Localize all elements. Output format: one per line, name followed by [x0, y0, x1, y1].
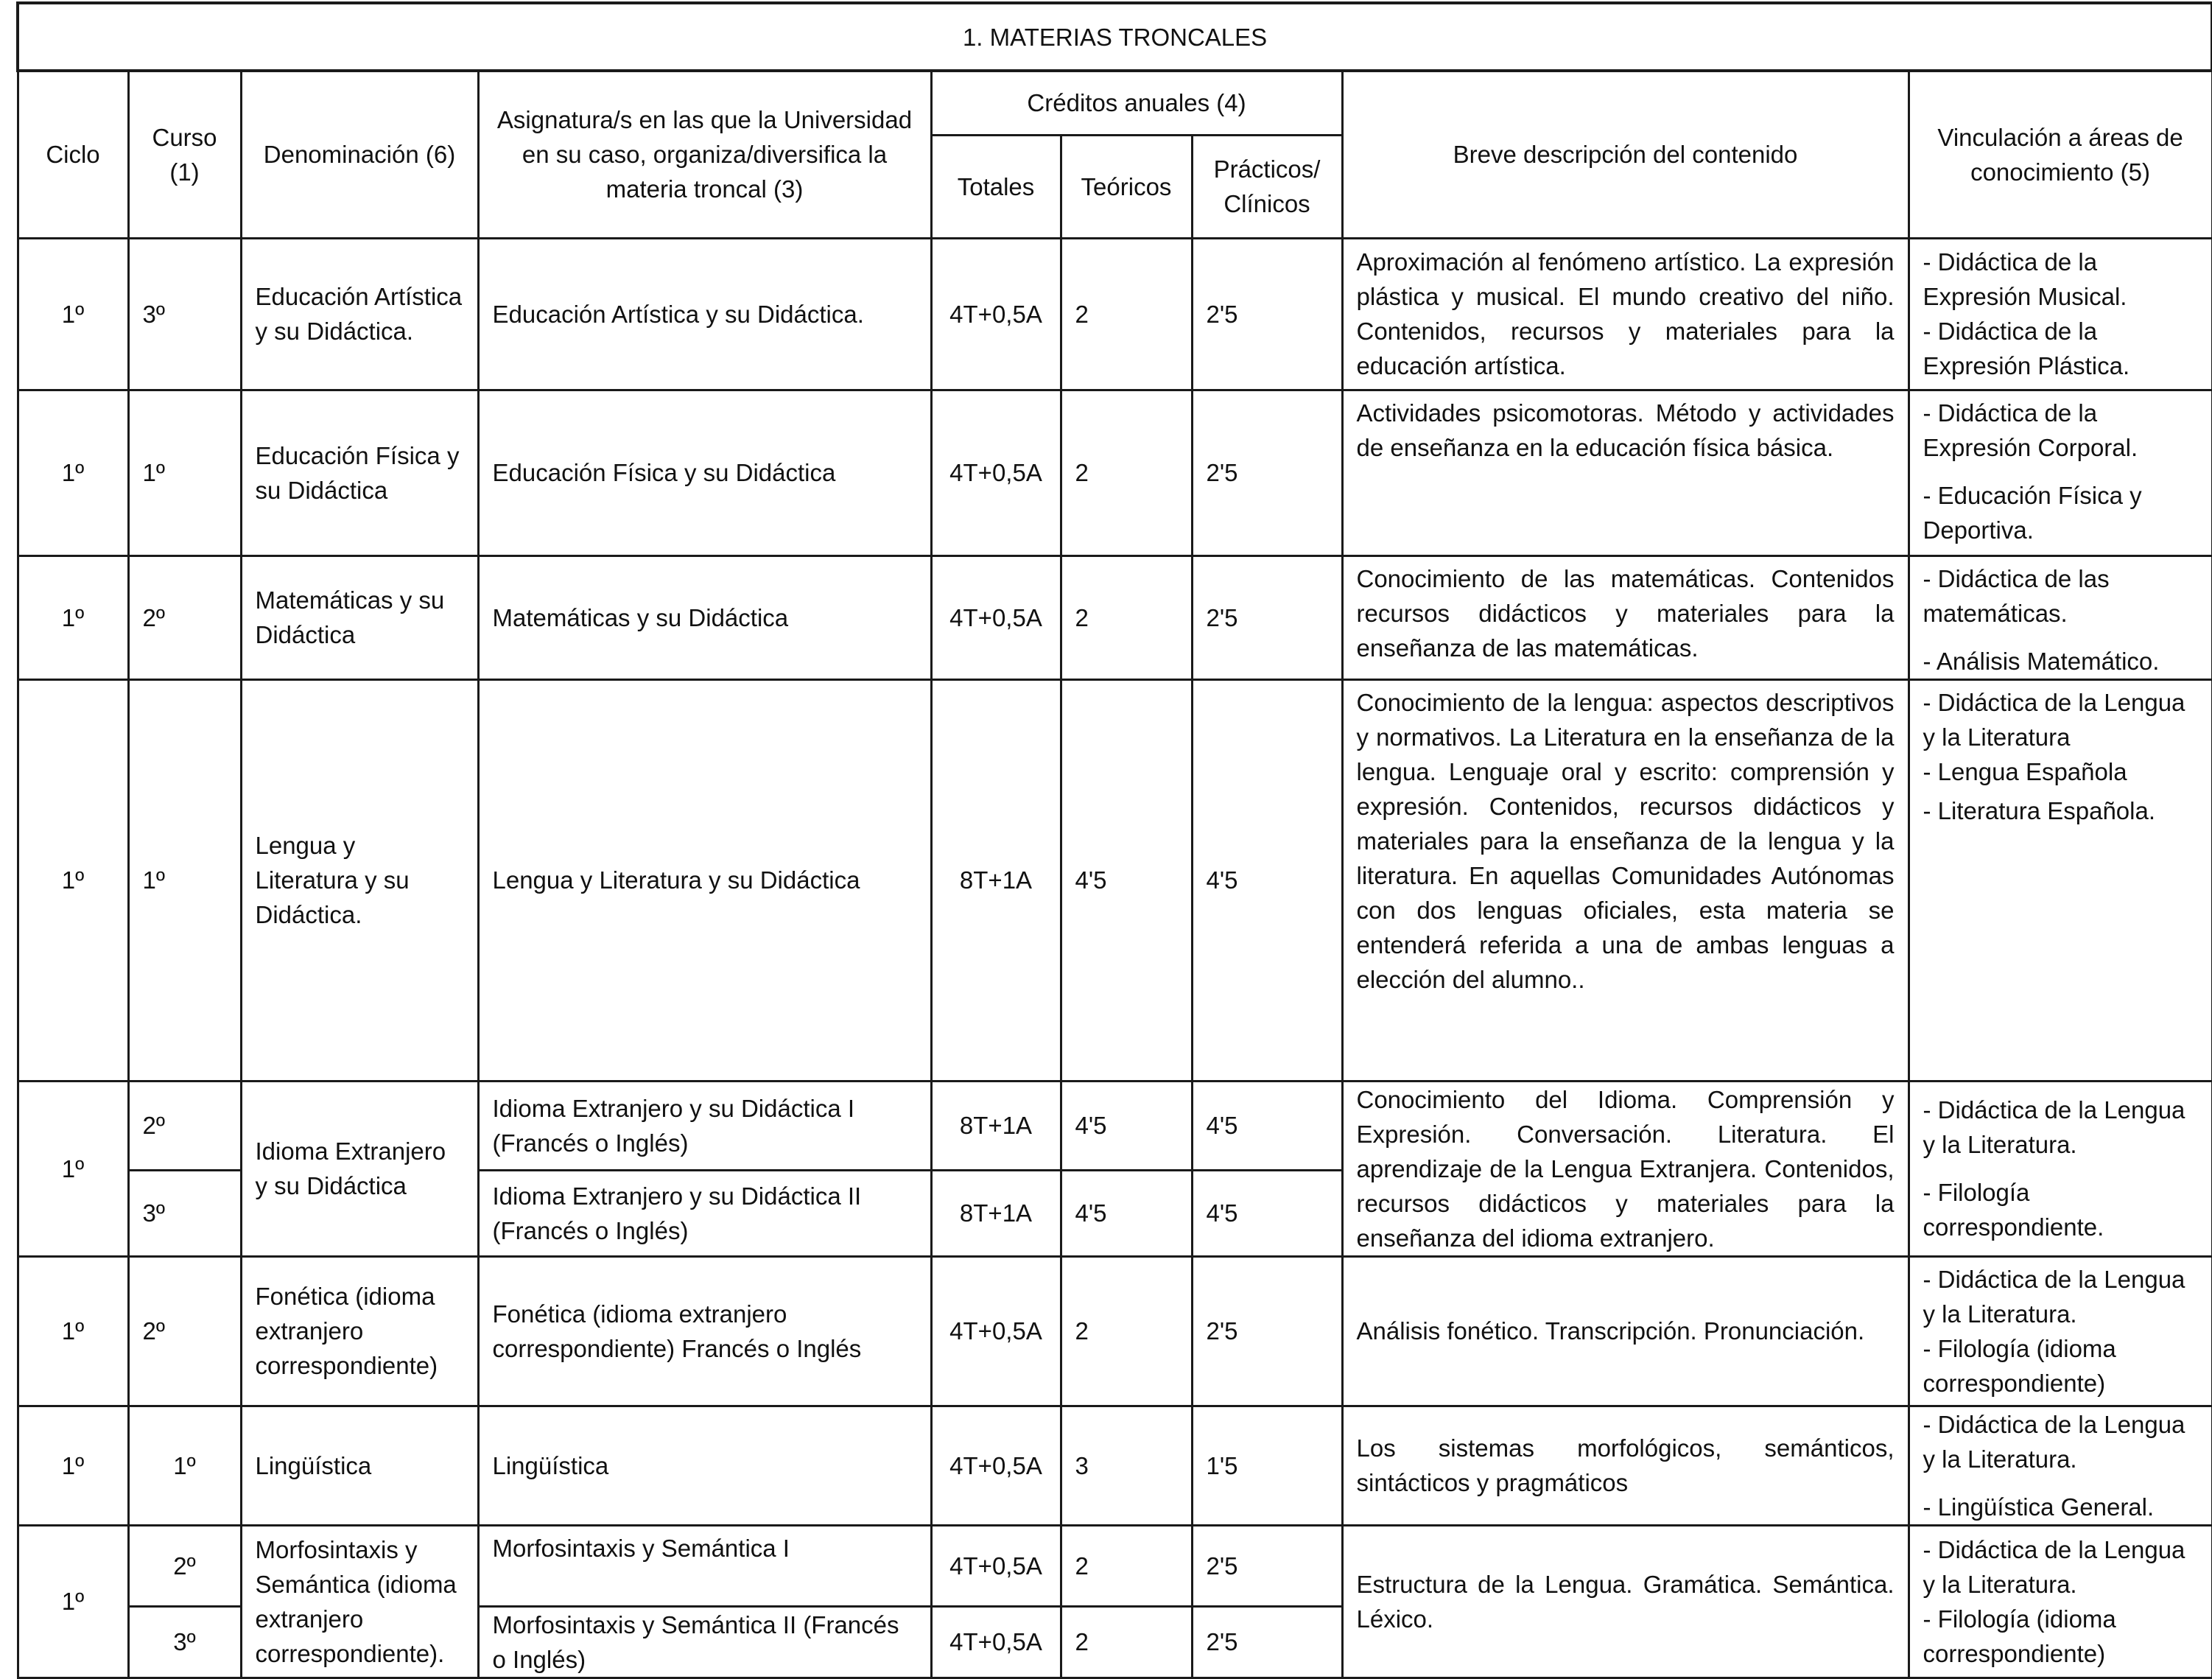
cell-asignatura: Educación Artística y su Didáctica.	[478, 238, 931, 390]
materias-troncales-table	[16, 1, 2212, 1679]
cell-areas	[1909, 555, 2212, 679]
cell-denominacion: Educación Artística y su Didáctica.	[241, 238, 478, 390]
header-vinculacion: Vinculación a áreas de conocimiento (5)	[1909, 71, 2212, 238]
cell-teoricos: 2	[1061, 390, 1192, 555]
area-item: - Filología correspondiente.	[1923, 1179, 2104, 1241]
cell-curso: 2º	[128, 555, 241, 679]
cell-denominacion: Educación Física y su Didáctica	[241, 390, 478, 555]
cell-totales: 4T+0,5A	[931, 1606, 1061, 1678]
cell-asignatura: Matemáticas y su Didáctica	[478, 555, 931, 679]
area-item: - Didáctica de la Lengua y la Literatura.	[1923, 1410, 2185, 1473]
cell-denominacion: Lengua y Literatura y su Didáctica.	[241, 679, 478, 1081]
cell-totales: 4T+0,5A	[931, 1256, 1061, 1406]
cell-practicos: 2'5	[1192, 555, 1342, 679]
cell-practicos: 2'5	[1192, 1606, 1342, 1678]
cell-teoricos: 4'5	[1061, 1170, 1192, 1256]
cell-practicos: 2'5	[1192, 238, 1342, 390]
cell-ciclo: 1º	[18, 555, 128, 679]
cell-ciclo: 1º	[18, 390, 128, 555]
cell-curso: 2º	[128, 1256, 241, 1406]
header-creditos: Créditos anuales (4)	[931, 71, 1342, 135]
area-item: - Didáctica de la Lengua y la Literatura	[1923, 688, 2185, 751]
header-descripcion: Breve descripción del contenido	[1342, 71, 1909, 238]
cell-ciclo: 1º	[18, 1406, 128, 1525]
cell-ciclo: 1º	[18, 1256, 128, 1406]
cell-teoricos: 2	[1061, 1525, 1192, 1606]
cell-descripcion: Conocimiento de las matemáticas. Contenidos recursos didácticos y materiales para la enseñanza de las matemáticas.	[1342, 555, 1909, 679]
cell-totales: 4T+0,5A	[931, 390, 1061, 555]
cell-descripcion: Análisis fonético. Transcripción. Pronunciación.	[1342, 1256, 1909, 1406]
cell-totales: 4T+0,5A	[931, 1525, 1061, 1606]
cell-denominacion: Lingüística	[241, 1406, 478, 1525]
cell-descripcion: Los sistemas morfológicos, semánticos, sintácticos y pragmáticos	[1342, 1406, 1909, 1525]
cell-teoricos: 2	[1061, 238, 1192, 390]
cell-totales: 8T+1A	[931, 1081, 1061, 1170]
cell-totales: 8T+1A	[931, 1170, 1061, 1256]
cell-curso: 1º	[128, 679, 241, 1081]
cell-asignatura: Morfosintaxis y Semántica I	[478, 1525, 931, 1606]
table-row	[18, 1256, 2212, 1406]
cell-curso: 1º	[128, 1406, 241, 1525]
cell-teoricos: 4'5	[1061, 679, 1192, 1081]
table-row	[18, 1081, 2212, 1170]
cell-denominacion: Fonética (idioma extranjero correspondiente)	[241, 1256, 478, 1406]
area-item: - Didáctica de la Expresión Plástica.	[1923, 318, 2130, 379]
cell-curso: 3º	[128, 1170, 241, 1256]
cell-areas	[1909, 1525, 2212, 1678]
cell-practicos: 2'5	[1192, 390, 1342, 555]
area-item: - Didáctica de la Lengua y la Literatura.	[1923, 1265, 2185, 1328]
cell-totales: 4T+0,5A	[931, 1406, 1061, 1525]
cell-totales: 4T+0,5A	[931, 238, 1061, 390]
cell-ciclo: 1º	[18, 1081, 128, 1256]
cell-practicos: 1'5	[1192, 1406, 1342, 1525]
cell-areas	[1909, 1081, 2212, 1256]
area-item: - Educación Física y Deportiva.	[1923, 481, 2142, 544]
cell-descripcion: Actividades psicomotoras. Método y actividades de enseñanza en la educación física básica.	[1342, 390, 1909, 555]
header-ciclo: Ciclo	[18, 71, 128, 238]
cell-teoricos: 2	[1061, 555, 1192, 679]
table-title: 1. MATERIAS TRONCALES	[18, 3, 2212, 71]
header-curso: Curso (1)	[128, 71, 241, 238]
table-row	[18, 679, 2212, 1081]
area-item: - Análisis Matemático.	[1923, 647, 2160, 675]
cell-practicos: 2'5	[1192, 1525, 1342, 1606]
cell-descripcion: Conocimiento de la lengua: aspectos descriptivos y normativos. La Literatura en la enseñanza de la lengua. Lenguaje oral y escrito: comprensión y expresión. Contenidos, recursos didácticos y materiales para la enseñanza de la lengua y la literatura. En aquellas Comunidades Autónomas con dos lenguas oficiales, esta materia se entenderá referida a una de ambas lenguas a elección del alumno..	[1342, 679, 1909, 1081]
cell-practicos: 2'5	[1192, 1256, 1342, 1406]
area-item: - Didáctica de la Lengua y la Literatura.	[1923, 1535, 2185, 1598]
cell-areas	[1909, 679, 2212, 1081]
area-item: - Filología (idioma correspondiente)	[1923, 1334, 2116, 1397]
cell-curso: 2º	[128, 1525, 241, 1606]
table-row	[18, 238, 2212, 390]
cell-asignatura: Lingüística	[478, 1406, 931, 1525]
area-item: - Filología (idioma correspondiente)	[1923, 1605, 2116, 1667]
cell-practicos: 4'5	[1192, 679, 1342, 1081]
cell-practicos: 4'5	[1192, 1081, 1342, 1170]
header-denominacion: Denominación (6)	[241, 71, 478, 238]
cell-curso: 3º	[128, 238, 241, 390]
cell-asignatura: Idioma Extranjero y su Didáctica II (Francés o Inglés)	[478, 1170, 931, 1256]
cell-curso: 3º	[128, 1606, 241, 1678]
cell-asignatura: Morfosintaxis y Semántica II (Francés o Inglés)	[478, 1606, 931, 1678]
area-item: - Didáctica de la Lengua y la Literatura.	[1923, 1096, 2185, 1158]
cell-ciclo: 1º	[18, 679, 128, 1081]
cell-areas	[1909, 238, 2212, 390]
cell-descripcion: Estructura de la Lengua. Gramática. Semántica. Léxico.	[1342, 1525, 1909, 1678]
cell-curso: 2º	[128, 1081, 241, 1170]
cell-teoricos: 4'5	[1061, 1081, 1192, 1170]
area-item: - Lingüística General.	[1923, 1493, 2155, 1521]
cell-descripcion: Aproximación al fenómeno artístico. La expresión plástica y musical. El mundo creativo del niño. Contenidos, recursos y materiales para la educación artística.	[1342, 238, 1909, 390]
table-row	[18, 1406, 2212, 1525]
cell-areas	[1909, 1256, 2212, 1406]
table-row	[18, 390, 2212, 555]
cell-denominacion: Idioma Extranjero y su Didáctica	[241, 1081, 478, 1256]
table-row	[18, 1525, 2212, 1606]
header-teoricos: Teóricos	[1061, 135, 1192, 238]
cell-teoricos: 2	[1061, 1606, 1192, 1678]
table-row	[18, 555, 2212, 679]
cell-teoricos: 3	[1061, 1406, 1192, 1525]
area-item: - Literatura Española.	[1923, 796, 2156, 824]
header-asignatura: Asignatura/s en las que la Universidad en su caso, organiza/diversifica la materia troncal (3)	[478, 71, 931, 238]
cell-curso: 1º	[128, 390, 241, 555]
cell-practicos: 4'5	[1192, 1170, 1342, 1256]
cell-areas	[1909, 390, 2212, 555]
area-item: - Didáctica de la Expresión Corporal.	[1923, 399, 2138, 461]
cell-asignatura: Idioma Extranjero y su Didáctica I (Francés o Inglés)	[478, 1081, 931, 1170]
cell-denominacion: Morfosintaxis y Semántica (idioma extranjero correspondiente).	[241, 1525, 478, 1678]
cell-asignatura: Educación Física y su Didáctica	[478, 390, 931, 555]
header-practicos: Prácticos/ Clínicos	[1192, 135, 1342, 238]
cell-asignatura: Fonética (idioma extranjero correspondiente) Francés o Inglés	[478, 1256, 931, 1406]
cell-denominacion: Matemáticas y su Didáctica	[241, 555, 478, 679]
cell-totales: 8T+1A	[931, 679, 1061, 1081]
cell-descripcion: Conocimiento del Idioma. Comprensión y Expresión. Conversación. Literatura. El aprendizaje de la Lengua Extranjera. Contenidos, recursos didácticos y materiales para la enseñanza del idioma extranjero.	[1342, 1081, 1909, 1256]
cell-teoricos: 2	[1061, 1256, 1192, 1406]
cell-ciclo: 1º	[18, 238, 128, 390]
area-item: - Lengua Española	[1923, 757, 2127, 785]
area-item: - Didáctica de la Expresión Musical.	[1923, 248, 2127, 310]
cell-ciclo: 1º	[18, 1525, 128, 1678]
cell-totales: 4T+0,5A	[931, 555, 1061, 679]
header-totales: Totales	[931, 135, 1061, 238]
area-item: - Didáctica de las matemáticas.	[1923, 564, 2110, 627]
cell-areas	[1909, 1406, 2212, 1525]
cell-asignatura: Lengua y Literatura y su Didáctica	[478, 679, 931, 1081]
